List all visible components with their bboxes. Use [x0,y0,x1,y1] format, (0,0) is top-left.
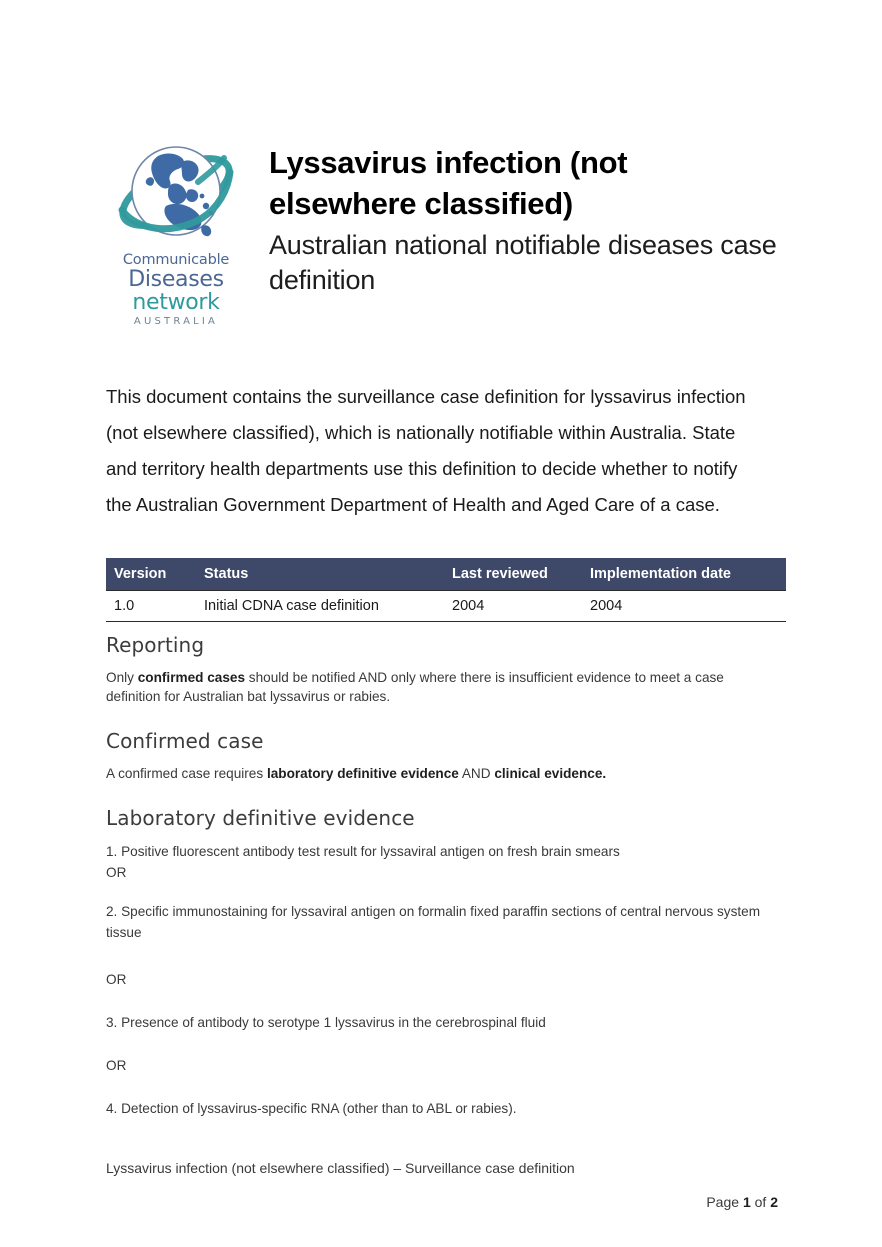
spacer [106,783,782,805]
confirmed-text-mid: AND [458,766,495,781]
page-subtitle: Australian national notifiable diseases case definition [269,230,777,295]
column-header-status: Status [204,558,452,591]
intro-paragraph: This document contains the surveillance case definition for lyssavirus infection (not elsewhere classified), which is nationally notifiable within Australia. State and territory health departments use this definition to decide whether to notify the Australian Government Department of Health and Aged Care of a case. [106,385,746,515]
spacer [106,883,782,901]
confirmed-text-pre: A confirmed case requires [106,766,267,781]
reporting-paragraph [106,668,782,706]
logo-line-diseases: Diseases [128,266,224,292]
reporting-text-bold: confirmed cases [137,670,246,685]
evidence-item-4: 4. Detection of lyssavirus-specific RNA (other than to ABL or rabies). [106,1101,517,1116]
cell-version: 1.0 [106,591,204,622]
or-separator-3: OR [106,1058,127,1073]
reporting-text-pre: Only [106,670,138,685]
spacer [106,943,782,969]
column-header-version: Version [106,558,204,591]
column-header-last-reviewed: Last reviewed [452,558,590,591]
reporting-text-post: should be notified AND only where there is insufficient evidence to meet a case definition for Australian bat lyssavirus or rabies. [106,670,724,704]
cdna-logo [106,132,246,327]
spacer [106,1033,782,1055]
logo-line-communicable: Communicable [122,252,230,268]
cell-implementation-date: 2004 [590,591,786,622]
page-title: Lyssavirus infection (not elsewhere classified) [269,145,628,221]
cell-status: Initial CDNA case definition [204,591,452,622]
page-prefix: Page [706,1194,743,1210]
document-header [106,132,778,327]
page-number [106,1192,778,1212]
confirmed-case-paragraph [106,764,782,783]
or-separator-2: OR [106,972,127,987]
heading-laboratory-definitive-evidence: Laboratory definitive evidence [106,806,415,830]
globe-orbit-icon [114,134,238,252]
title-block [246,132,778,298]
document-footer [106,1158,778,1212]
evidence-item-3: 3. Presence of antibody to serotype 1 lyssavirus in the cerebrospinal fluid [106,1015,546,1030]
version-history-table [106,558,786,622]
page-current: 1 [742,1194,751,1210]
cdna-wordmark [106,253,246,327]
cell-last-reviewed: 2004 [452,591,590,622]
spacer [106,1076,782,1098]
footer-title: Lyssavirus infection (not elsewhere classified) – Surveillance case definition [106,1160,575,1176]
table-header-row [106,558,786,591]
page-total: 2 [770,1194,778,1210]
document-body [106,632,782,1119]
spacer [106,706,782,728]
or-separator-1: OR [106,865,127,880]
page-of: of [750,1194,771,1210]
confirmed-text-bold-clinical: clinical evidence. [494,766,607,781]
heading-reporting: Reporting [106,633,205,657]
evidence-item-2: 2. Specific immunostaining for lyssaviral antigen on formalin fixed paraffin sections of central nervous system tissue [106,904,761,940]
confirmed-text-bold-lab: laboratory definitive evidence [266,766,459,781]
spacer [106,990,782,1012]
heading-confirmed-case: Confirmed case [106,729,264,753]
table-row [106,591,786,622]
column-header-implementation-date: Implementation date [590,558,786,591]
logo-line-australia: AUSTRALIA [133,315,219,327]
evidence-item-1: 1. Positive fluorescent antibody test result for lyssaviral antigen on fresh brain smears [106,844,620,859]
logo-line-network: network [132,289,220,315]
